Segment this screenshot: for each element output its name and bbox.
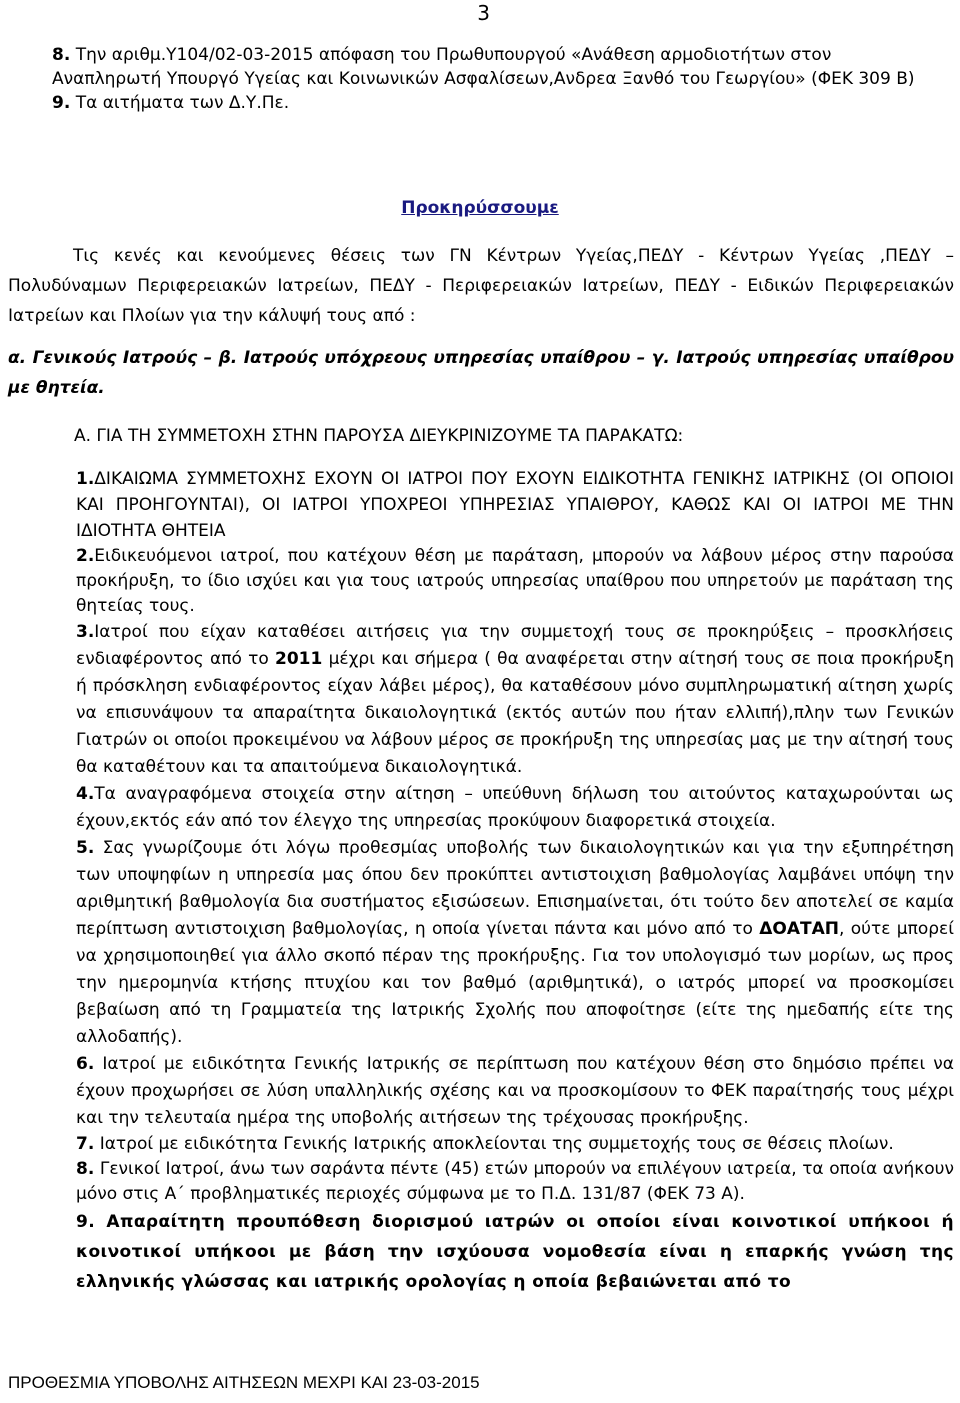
clarifications-list [76,466,954,1297]
item-number: 6. [76,1054,95,1074]
item-text: Ιατροί που είχαν καταθέσει αιτήσεις για την συμμετοχή τους σε προκηρύξεις – προσκλήσεις ενδιαφέροντος από το [76,622,954,669]
item-number: 3. [76,622,95,642]
item-number: 9. [52,93,71,113]
list-item [76,1051,954,1132]
item-number: 1. [76,469,95,489]
item-text: μέχρι και σήμερα ( θα αναφέρεται στην αίτησή τους σε ποια προκήρυξη ή πρόσκληση ενδιαφέροντος είχαν λάβει μέρος), θα καταθέσουν μόνο συμπληρωματική αίτηση χωρίς να επισυνάψουν τα απαραίτητα δικαιολογητικά (εκτός αυτών που ήταν ελλιπή),πλην των Γενικών Γιατρών οι οποίοι προκειμένου να λάβουν μέρος σε προκήρυξη της υπηρεσίας μας με την αίτησή τους θα καταθέτουν και τα απαιτούμενα δικαιολογητικά. [76,649,954,777]
item-number: 8. [52,45,71,65]
item-number: 7. [76,1134,95,1154]
item-number: 4. [76,784,95,804]
item-number: 2. [76,546,95,566]
doctor-categories: α. Γενικούς Ιατρούς – β. Ιατρούς υπόχρεους υπηρεσίας υπαίθρου – γ. Ιατρούς υπηρεσίας υπαίθρου με θητεία. [8,348,954,398]
item-text: , ούτε μπορεί να χρησιμοποιηθεί για άλλο σκοπό πέραν της προκήρυξης. Για τον υπολογισμό των μορίων, ως προς την ημερομηνία κτήσης πτυχίου και τον βαθμό (αριθμητικά), ο ιατρός μπορεί να προσκομίσει βεβαίωση από τη Γραμματεία της Ιατρικής Σχολής που αποφοίτησε (είτε της ημεδαπής είτε της αλλοδαπής). [76,919,954,1047]
item-number: 8. [76,1159,95,1179]
item-text: Ιατροί με ειδικότητα Γενικής Ιατρικής σε περίπτωση που κατέχουν θέση στο δημόσιο πρέπει να έχουν προχωρήσει σε λύση υπαλληλικής σχέσης και να προσκομίσουν το ΦΕΚ παραίτησής τους μέχρι και την τελευταία ημέρα της υποβολής αιτήσεων της τρέχουσας προκήρυξης. [76,1054,954,1128]
org-emphasis: ΔΟΑΤΑΠ [759,919,839,939]
list-item [76,466,954,544]
item-number: 5. [76,838,95,858]
item-text: Ειδικευόμενοι ιατροί, που κατέχουν θέση με παράταση, μπορούν να λάβουν μέρος στην παρούσα προκήρυξη, το ίδιο ισχύει και για τους ιατρούς υπηρεσίας υπαίθρου που υπηρετούν με παράταση της θητείας τους. [76,546,954,616]
item-text: Απαραίτητη προυπόθεση διορισμού ιατρών οι οποίοι είναι κοινοτικοί υπήκοοι ή κοινοτικοί υπήκοοι με βάση την ισχύουσα νομοθεσία είναι η επαρκής γνώση της ελληνικής γλώσσας και ιατρικής ορολογίας η οποία βεβαιώνεται από το [76,1212,954,1292]
item-text: Γενικοί Ιατροί, άνω των σαράντα πέντε (45) ετών μπορούν να επιλέγουν ιατρεία, τα οποία ανήκουν μόνο στις Α΄ προβληματικές περιοχές σύμφωνα με το Π.Δ. 131/87 (ΦΕΚ 73 Α). [76,1159,954,1204]
item-text: Τα αιτήματα των Δ.Υ.Πε. [70,93,290,113]
intro-text: Τις κενές και κενούμενες θέσεις των ΓΝ Κέντρων Υγείας,ΠΕΔΥ - Κέντρων Υγείας ,ΠΕΔΥ – Πολυδύναμων Περιφερειακών Ιατρείων, ΠΕΔΥ - Περιφερειακών Ιατρείων, ΠΕΔΥ - Ειδικών Περιφερειακών Ιατρείων και Πλοίων για την κάλυψή τους από : [8,246,954,326]
item-text: Σας γνωρίζουμε ότι λόγω προθεσμίας υποβολής των δικαιολογητικών και για την εξυπηρέτηση των υποψηφίων η υπηρεσία μας όπου δεν προκύπτει αντιστοιχιση βαθμολογίας λαμβάνει υπόψη την αριθμητική βαθμολογία δια συστήματος εξισώσεων. Επισημαίνεται, ότι τούτο δεν αποτελεί σε καμία περίπτωση αντιστοιχιση βαθμολογίας, η οποία γίνεται πάντα και μόνο από το [76,838,954,939]
list-item [76,544,954,619]
list-item [76,835,954,1051]
list-item [76,781,954,835]
list-item [52,91,938,115]
list-item [76,1157,954,1207]
top-list [52,43,938,115]
item-number: 9. [76,1212,96,1232]
item-text: Τα αναγραφόμενα στοιχεία στην αίτηση – υπεύθυνη δήλωση του αιτούντος καταχωρούνται ως έχουν,εκτός εάν από τον έλεγχο της υπηρεσίας προκύψουν διαφορετικά στοιχεία. [76,784,954,831]
year-emphasis: 2011 [275,649,323,669]
list-item [76,1207,954,1297]
intro-paragraph [8,241,954,331]
page-number: 3 [477,1,490,25]
section-a-title: Α. ΓΙΑ ΤΗ ΣΥΜΜΕΤΟΧΗ ΣΤΗΝ ΠΑΡΟΥΣΑ ΔΙΕΥΚΡΙΝΙΖΟΥΜΕ ΤΑ ΠΑΡΑΚΑΤΩ: [74,426,684,446]
item-text: Ιατροί με ειδικότητα Γενικής Ιατρικής αποκλείονται της συμμετοχής τους σε θέσεις πλοίων. [94,1134,894,1154]
list-item [76,619,954,781]
submission-deadline-footer: ΠΡΟΘΕΣΜΙΑ ΥΠΟΒΟΛΗΣ ΑΙΤΗΣΕΩΝ ΜΕΧΡΙ ΚΑΙ 23-03-2015 [8,1373,480,1392]
list-item [52,43,938,91]
item-text: Την αριθμ.Υ104/02-03-2015 απόφαση του Πρωθυπουργού «Ανάθεση αρμοδιοτήτων στον Αναπληρωτή Υπουργό Υγείας και Κοινωνικών Ασφαλίσεων,Ανδρεα Ξανθό του Γεωργίου» (ΦΕΚ 309 Β) [52,45,915,89]
section-heading: Προκηρύσσουμε [401,198,559,218]
list-item [76,1132,954,1157]
item-text: ΔΙΚΑΙΩΜΑ ΣΥΜΜΕΤΟΧΗΣ ΕΧΟΥΝ ΟΙ ΙΑΤΡΟΙ ΠΟΥ ΕΧΟΥΝ ΕΙΔΙΚΟΤΗΤΑ ΓΕΝΙΚΗΣ ΙΑΤΡΙΚΗΣ (ΟΙ ΟΠΟΙΟΙ ΚΑΙ ΠΡΟΗΓΟΥΝΤΑΙ), ΟΙ ΙΑΤΡΟΙ ΥΠΟΧΡΕΟΙ ΥΠΗΡΕΣΙΑΣ ΥΠΑΙΘΡΟΥ, ΚΑΘΩΣ ΚΑΙ ΟΙ ΙΑΤΡΟΙ ΜΕ ΤΗΝ ΙΔΙΟΤΗΤΑ ΘΗΤΕΙΑ [76,469,954,541]
